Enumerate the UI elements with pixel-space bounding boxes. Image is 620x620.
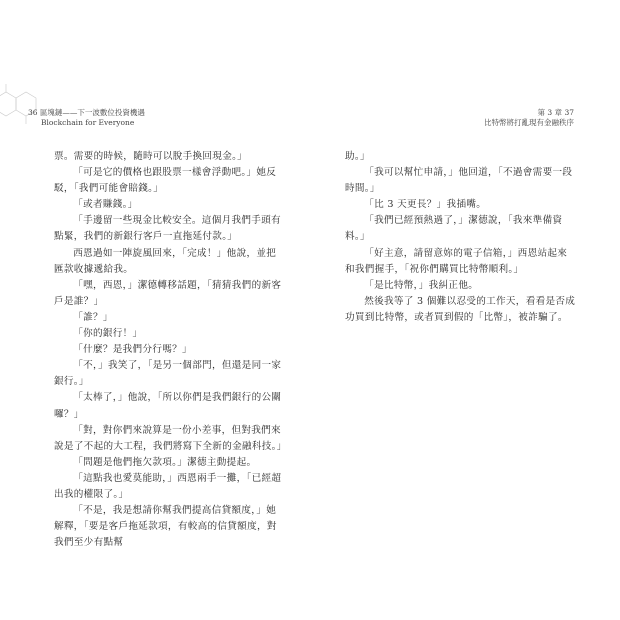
chapter-label: 第 3 章 [537, 108, 563, 117]
book-title: 區塊鏈——下一波數位投資機遇 [39, 108, 145, 117]
paragraph: 「比 3 天更長？」我插嘴。 [364, 199, 487, 211]
paragraph: 「問題是他們拖欠款項。」潔德主動提起。 [73, 456, 257, 468]
paragraph: 然後我等了 3 個難以忍受的工作天，看看是否成功買到比特幣，或者買到假的「比幣」，被詐騙了。 [345, 295, 576, 323]
paragraph: 西恩過如一陣旋風回來，「完成！」他說，並把匯款收據遞給我。 [54, 247, 277, 275]
paragraph: 「可是它的價格也跟股票一樣會浮動吧。」她反駁，「我們可能會賠錢。」 [54, 167, 277, 195]
chapter-title: 比特幣將打亂現有金融秩序 [484, 118, 574, 127]
left-page-number: 36 [28, 108, 38, 117]
right-header-line [484, 108, 574, 118]
left-page-body [54, 149, 286, 551]
paragraph: 「手邊留一些現金比較安全。這個月我們手頭有點緊，我們的新銀行客戶一直拖延付款。」 [54, 215, 281, 243]
paragraph: 「是比特幣，」我糾正他。 [364, 279, 479, 291]
paragraph: 「對，對你們來說算是一份小差事，但對我們來說是了不起的大工程，我們將寫下全新的金融科技。」 [54, 424, 287, 452]
paragraph: 助。」 [345, 151, 370, 162]
left-page-header [28, 108, 145, 128]
paragraph: 「誰？」 [73, 311, 113, 323]
paragraph: 「或者賺錢。」 [73, 199, 138, 211]
right-page-header [484, 108, 574, 128]
paragraph: 「這點我也愛莫能助，」西恩兩手一攤，「已經超出我的權限了。」 [54, 472, 282, 500]
paragraph: 「太棒了，」他說，「所以你們是我們銀行的公關囉？」 [54, 392, 282, 420]
paragraph: 「你的銀行！」 [73, 328, 143, 340]
paragraph: 「不是，我是想請你幫我們提高信貸額度，」她解釋，「要是客戶拖延款項，有較高的信貸額度，對我們至少有點幫 [54, 505, 277, 549]
paragraph: 「我們已經預熱過了，」潔德說，「我來準備資料。」 [345, 215, 563, 243]
paragraph: 「嘿，西恩，」潔德轉移話題，「猜猜我們的新客戶是誰？」 [54, 279, 282, 307]
right-page-number: 37 [564, 108, 574, 117]
paragraph: 「不，」我笑了，「是另一個部門，但還是同一家銀行。」 [54, 360, 282, 388]
book-subtitle: Blockchain for Everyone [41, 118, 135, 127]
paragraph: 「什麼？是我們分行嗎？」 [73, 344, 192, 356]
paragraph: 票。需要的時候，隨時可以脫手換回現金。」 [54, 151, 248, 162]
left-header-line [28, 108, 145, 118]
paragraph: 「好主意，請留意妳的電子信箱，」西恩站起來和我們握手，「祝你們購買比特幣順利。」 [345, 247, 568, 275]
paragraph: 「我可以幫忙申請，」他回道，「不過會需要一段時間。」 [345, 167, 573, 195]
right-page-body [345, 149, 577, 326]
